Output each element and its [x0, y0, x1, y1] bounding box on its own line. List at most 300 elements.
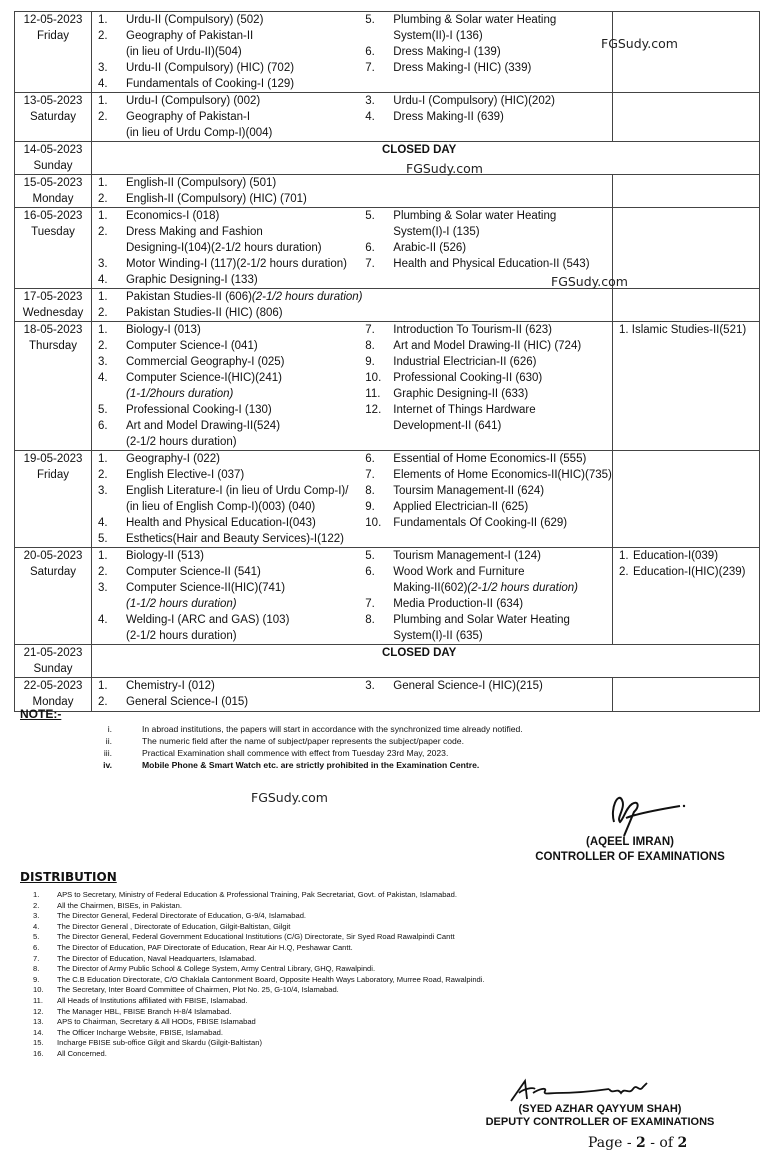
paper-name: Fundamentals Of Cooking-II (629) [393, 517, 568, 529]
papers-cell [92, 289, 613, 322]
date-cell [15, 289, 92, 322]
papers-left-column [92, 451, 365, 547]
closed-day-label: CLOSED DAY [382, 144, 457, 156]
schedule-row [15, 12, 760, 93]
additional-papers-cell [613, 548, 760, 645]
item-number: 11. [365, 388, 381, 400]
item-number: 2. [98, 340, 108, 352]
item-number: 12. [365, 404, 382, 416]
paper-item [98, 531, 365, 547]
papers-left-column [92, 175, 365, 207]
paper-name: (2-1/2 hours duration) [126, 436, 237, 448]
paper-item [98, 60, 365, 76]
item-number: 5. [365, 14, 375, 26]
item-number: 4. [365, 111, 375, 123]
paper-item [98, 548, 365, 564]
paper-item [98, 434, 365, 450]
paper-item [365, 208, 612, 224]
paper-name: Welding-I (ARC and GAS) (103) [126, 614, 290, 626]
item-number: 5. [365, 550, 375, 562]
distribution-recipient: The Director General, Federal Directorate of Education, G-9/4, Islamabad. [57, 911, 307, 921]
paper-item [98, 305, 365, 321]
paper-name: Dress Making-I (HIC) (339) [393, 62, 532, 74]
distribution-recipient: The Director of Education, Naval Headquarters, Islamabad. [57, 953, 257, 963]
date-cell [15, 12, 92, 93]
note-number: iii. [103, 748, 112, 758]
item-number: 4. [98, 614, 108, 626]
distribution-recipient: All Heads of Institutions affiliated with FBISE, Islamabad. [57, 995, 248, 1005]
paper-item [98, 289, 365, 305]
paper-name: (in lieu of English Comp-I)(003) (040) [126, 501, 316, 513]
paper-name: Health and Physical Education-II (543) [393, 258, 590, 270]
paper-name: Computer Science-I (041) [126, 340, 258, 352]
paper-name: Dress Making-I (139) [393, 46, 501, 58]
distribution-number: 1. [33, 890, 40, 899]
paper-name: Chemistry-I (012) [126, 680, 215, 692]
schedule-row [15, 208, 760, 289]
exam-day: Saturday [29, 111, 77, 123]
distribution-item [20, 1038, 760, 1049]
signatory-name: (SYED AZHAR QAYYUM SHAH) [518, 1103, 682, 1115]
paper-name: System(I)-II (635) [393, 630, 483, 642]
paper-item [98, 12, 365, 28]
exam-day: Thursday [29, 340, 77, 352]
item-number: 8. [365, 614, 375, 626]
distribution-number: 7. [33, 953, 40, 963]
item-number: 10. [365, 372, 382, 384]
paper-item [365, 402, 612, 418]
paper-name: Computer Science-II(HIC)(741) [126, 582, 286, 594]
item-number: 1. [619, 550, 629, 562]
paper-item [365, 418, 612, 434]
paper-name: Urdu-I (Compulsory) (002) [126, 95, 261, 107]
distribution-item [20, 1028, 760, 1039]
watermark: FGSudy.com [406, 161, 483, 176]
paper-name: Urdu-I (Compulsory) (HIC)(202) [393, 95, 555, 107]
distribution-recipient: The Director General, Federal Government Educational Institutions (C/G) Directorate, Sir Syed Road Rawalpindi Cantt [57, 932, 455, 942]
paper-item [98, 76, 365, 92]
paper-name: 1. Islamic Studies-II(521) [619, 324, 747, 336]
watermark: FGSudy.com [601, 36, 678, 51]
item-number: 1. [98, 177, 108, 189]
distribution-number: 9. [33, 974, 40, 984]
schedule-row [15, 451, 760, 548]
deputy-controller-signature [505, 1075, 655, 1105]
schedule-row [15, 322, 760, 451]
item-number: 3. [365, 95, 375, 107]
paper-item [365, 580, 612, 596]
note-item [88, 723, 760, 735]
distribution-number: 16. [33, 1048, 44, 1058]
paper-item [98, 499, 365, 515]
note-item [88, 747, 760, 759]
item-number: 1. [98, 453, 108, 465]
item-number [98, 386, 126, 402]
exam-schedule-table [14, 11, 760, 712]
exam-day: Saturday [29, 566, 77, 578]
paper-item [365, 256, 612, 272]
distribution-recipient: The Director of Army Public School & College System, Army Central Library, GHQ, Rawalpindi. [57, 964, 376, 974]
paper-item [365, 467, 612, 483]
exam-day: Tuesday [31, 226, 75, 238]
item-number: 9. [365, 356, 375, 368]
paper-name: Geography of Pakistan-II [126, 30, 254, 42]
distribution-item [20, 922, 760, 933]
paper-item [365, 548, 612, 564]
additional-papers-cell [613, 289, 760, 322]
papers-cell [92, 451, 613, 548]
paper-item [98, 418, 365, 434]
item-number: 2. [98, 696, 108, 708]
paper-name: Arabic-II (526) [393, 242, 467, 254]
paper-item [98, 93, 365, 109]
exam-date: 20-05-2023 [23, 550, 83, 562]
paper-name: Toursim Management-II (624) [393, 485, 545, 497]
distribution-recipient: APS to Chairman, Secretary & All HODs, FBISE Islamabad [57, 1017, 256, 1027]
paper-item [613, 322, 759, 338]
paper-item [98, 386, 365, 402]
distribution-recipient: The C.B Education Directorate, C/O Chaklala Cantonment Board, Opposite Health Ways Laboratory, Murree Road, Rawalpindi. [57, 974, 485, 984]
papers-right-column [365, 548, 612, 644]
closed-day-cell [92, 645, 760, 678]
duration-note: (2-1/2 hours duration) [251, 291, 363, 303]
note-text: The numeric field after the name of subject/paper represents the subject/paper code. [142, 736, 464, 746]
papers-left-column [92, 548, 365, 644]
paper-item [98, 322, 365, 338]
item-number: 9. [365, 501, 375, 513]
controller-signature [596, 778, 686, 838]
paper-name: Designing-I(104)(2-1/2 hours duration) [126, 242, 322, 254]
paper-item [98, 28, 365, 44]
schedule-row [15, 142, 760, 175]
item-number: 3. [365, 680, 375, 692]
watermark: FGSudy.com [551, 274, 628, 289]
paper-item [98, 451, 365, 467]
duration-note: (2-1/2 hours duration) [467, 582, 579, 594]
distribution-number: 8. [33, 964, 40, 974]
paper-name: (2-1/2 hours duration) [126, 630, 237, 642]
paper-name: Education-I(039) [633, 550, 719, 562]
paper-item [98, 354, 365, 370]
paper-item [365, 322, 612, 338]
signatory-name: (AQEEL IMRAN) [586, 836, 674, 848]
paper-item [98, 564, 365, 580]
paper-name: Esthetics(Hair and Beauty Services)-I(122) [126, 533, 344, 545]
paper-item [98, 483, 365, 499]
paper-name: English-II (Compulsory) (HIC) (701) [126, 193, 307, 205]
additional-papers-cell [613, 93, 760, 142]
paper-name: English Literature-I (in lieu of Urdu Comp-I)/ [126, 485, 349, 497]
papers-left-column [92, 678, 365, 710]
exam-date: 14-05-2023 [23, 144, 83, 156]
note-text: Practical Examination shall commence with effect from Tuesday 23rd May, 2023. [142, 748, 449, 758]
paper-item [365, 338, 612, 354]
paper-name: Internet of Things Hardware [393, 404, 536, 416]
watermark: FGSudy.com [251, 790, 328, 805]
paper-item [98, 240, 365, 256]
item-number: 2. [98, 469, 108, 481]
note-text: Mobile Phone & Smart Watch etc. are strictly prohibited in the Examination Centre. [142, 760, 480, 770]
item-number: 7. [365, 62, 375, 74]
distribution-recipient: APS to Secretary, Ministry of Federal Education & Professional Training, Pak Secretariat, Govt. of Pakistan, Islamabad. [57, 890, 457, 899]
exam-date: 13-05-2023 [23, 95, 83, 107]
paper-name: Graphic Designing-II (633) [393, 388, 529, 400]
paper-name: Professional Cooking-I (130) [126, 404, 272, 416]
exam-date: 16-05-2023 [23, 210, 83, 222]
papers-left-column [92, 208, 365, 288]
item-number [365, 580, 393, 596]
paper-item [365, 678, 612, 694]
item-number [98, 499, 126, 515]
paper-item [98, 370, 365, 386]
item-number: 3. [98, 258, 108, 270]
exam-date: 17-05-2023 [23, 291, 83, 303]
paper-item [98, 175, 365, 191]
distribution-item [20, 901, 760, 912]
exam-date: 21-05-2023 [23, 647, 83, 659]
item-number: 1. [98, 210, 108, 222]
distribution-number: 2. [33, 900, 40, 910]
additional-papers-cell [613, 175, 760, 208]
paper-name: Introduction To Tourism-II (623) [393, 324, 553, 336]
item-number [98, 240, 126, 256]
paper-name: Dress Making and Fashion [126, 226, 263, 238]
date-sheet [14, 11, 758, 712]
distribution-item [20, 964, 760, 975]
exam-date: 22-05-2023 [23, 680, 83, 692]
controller-signatory [500, 835, 760, 865]
distribution-item [20, 996, 760, 1007]
deputy-controller-signatory [470, 1103, 730, 1129]
paper-item [613, 548, 759, 564]
distribution-item [20, 943, 760, 954]
item-number: 2. [98, 193, 108, 205]
paper-name: (in lieu of Urdu-II)(504) [126, 46, 242, 58]
paper-item [98, 515, 365, 531]
item-number: 4. [98, 517, 108, 529]
exam-date: 18-05-2023 [23, 324, 83, 336]
paper-item [365, 612, 612, 628]
note-number: i. [107, 724, 112, 734]
paper-name: Geography of Pakistan-I [126, 111, 251, 123]
item-number: 3. [98, 356, 108, 368]
paper-item [365, 515, 612, 531]
distribution-recipient: Incharge FBISE sub-office Gilgit and Skardu (Gilgit-Baltistan) [57, 1038, 262, 1048]
paper-name: Urdu-II (Compulsory) (HIC) (702) [126, 62, 295, 74]
additional-papers-cell [613, 12, 760, 93]
paper-item [365, 451, 612, 467]
distribution-recipient: The Manager HBL, FBISE Branch H-8/4 Islamabad. [57, 1006, 232, 1016]
date-cell [15, 322, 92, 451]
exam-day: Monday [32, 696, 74, 708]
paper-item [365, 564, 612, 580]
item-number: 1. [98, 550, 108, 562]
item-number: 2. [619, 566, 629, 578]
distribution-item [20, 954, 760, 965]
paper-name: Pakistan Studies-II (HIC) (806) [126, 307, 283, 319]
paper-name: Graphic Designing-I (133) [126, 274, 258, 286]
item-number [365, 224, 393, 240]
note-item [88, 759, 760, 771]
paper-item [365, 12, 612, 28]
paper-item [365, 483, 612, 499]
item-number: 1. [98, 291, 108, 303]
date-cell [15, 208, 92, 289]
date-cell [15, 451, 92, 548]
exam-date: 19-05-2023 [23, 453, 83, 465]
item-number: 3. [98, 582, 108, 594]
paper-name: Making-II(602) [393, 582, 468, 594]
item-number: 2. [98, 566, 108, 578]
duration-note: (1-1/2 hours duration) [126, 598, 237, 610]
date-cell [15, 93, 92, 142]
paper-name: Art and Model Drawing-II(524) [126, 420, 281, 432]
distribution-recipient: The Secretary, Inter Board Committee of Chairmen, Plot No. 25, G-10/4, Islamabad. [57, 985, 339, 995]
item-number: 8. [365, 340, 375, 352]
paper-item [365, 240, 612, 256]
item-number: 1. [98, 680, 108, 692]
item-number: 6. [365, 453, 375, 465]
item-number: 6. [98, 420, 108, 432]
additional-papers-cell [613, 322, 760, 451]
distribution-section [20, 870, 760, 1060]
paper-item [98, 678, 365, 694]
distribution-item [20, 911, 760, 922]
item-number [98, 44, 126, 60]
paper-item [98, 125, 365, 141]
item-number: 1. [98, 324, 108, 336]
paper-name: General Science-I (015) [126, 696, 249, 708]
item-number [98, 434, 126, 450]
distribution-number: 11. [33, 995, 43, 1005]
paper-name: Commercial Geography-I (025) [126, 356, 285, 368]
note-item [88, 735, 760, 747]
papers-left-column [92, 322, 365, 450]
distribution-number: 12. [33, 1006, 44, 1016]
paper-name: Essential of Home Economics-II (555) [393, 453, 587, 465]
item-number: 7. [365, 258, 375, 270]
paper-item [365, 109, 612, 125]
note-number: ii. [105, 736, 112, 746]
distribution-recipient: The Director of Education, PAF Directorate of Education, Rear Air H.Q, Peshawar Cantt. [57, 942, 353, 952]
paper-name: Professional Cooking-II (630) [393, 372, 543, 384]
exam-day: Sunday [33, 663, 73, 675]
paper-item [98, 191, 365, 207]
paper-name: Geography-I (022) [126, 453, 220, 465]
paper-item [365, 60, 612, 76]
paper-item [365, 224, 612, 240]
paper-item [98, 224, 365, 240]
additional-papers-cell [613, 451, 760, 548]
schedule-row [15, 645, 760, 678]
notes-heading: NOTE:- [20, 707, 62, 721]
paper-item [98, 628, 365, 644]
paper-name: System(II)-I (136) [393, 30, 483, 42]
distribution-number: 14. [33, 1027, 44, 1037]
item-number: 2. [98, 307, 108, 319]
distribution-number: 15. [33, 1038, 44, 1048]
item-number [365, 628, 393, 644]
papers-left-column [92, 289, 365, 321]
item-number: 6. [365, 566, 375, 578]
paper-item [365, 596, 612, 612]
duration-note: (1-1/2hours duration) [126, 388, 234, 400]
paper-name: Plumbing & Solar water Heating [393, 14, 557, 26]
papers-cell [92, 12, 613, 93]
item-number: 1. [98, 14, 108, 26]
paper-name: Pakistan Studies-II (606) [126, 291, 252, 303]
paper-name: Economics-I (018) [126, 210, 220, 222]
distribution-number: 4. [33, 921, 40, 931]
papers-right-column [365, 678, 612, 710]
papers-cell [92, 93, 613, 142]
exam-day: Sunday [33, 160, 73, 172]
distribution-item [20, 1017, 760, 1028]
paper-name: English Elective-I (037) [126, 469, 245, 481]
paper-item [98, 612, 365, 628]
papers-right-column [365, 322, 612, 450]
exam-day: Friday [37, 30, 69, 42]
paper-name: (in lieu of Urdu Comp-I)(004) [126, 127, 273, 139]
distribution-number: 10. [33, 985, 44, 995]
distribution-item [20, 1049, 760, 1060]
paper-name: System(I)-I (135) [393, 226, 480, 238]
paper-name: Development-II (641) [393, 420, 502, 432]
papers-right-column [365, 175, 612, 207]
distribution-heading: DISTRIBUTION [20, 870, 117, 884]
item-number [98, 596, 126, 612]
item-number: 8. [365, 485, 375, 497]
item-number: 2. [98, 226, 108, 238]
notes-section [20, 707, 760, 771]
exam-day: Monday [32, 193, 74, 205]
paper-item [365, 28, 612, 44]
exam-day: Wednesday [22, 307, 84, 319]
papers-cell [92, 548, 613, 645]
paper-item [365, 44, 612, 60]
signatory-title: DEPUTY CONTROLLER OF EXAMINATIONS [485, 1116, 715, 1128]
paper-name: Industrial Electrician-II (626) [393, 356, 537, 368]
date-cell [15, 175, 92, 208]
exam-date: 12-05-2023 [23, 14, 83, 26]
item-number: 6. [365, 46, 375, 58]
paper-name: Biology-II (513) [126, 550, 204, 562]
paper-name: Health and Physical Education-I(043) [126, 517, 316, 529]
schedule-row [15, 93, 760, 142]
schedule-row [15, 548, 760, 645]
paper-item [98, 272, 365, 288]
page-number: Page - 2 - of 2 [588, 1135, 688, 1151]
paper-name: Wood Work and Furniture [393, 566, 525, 578]
paper-name: Biology-I (013) [126, 324, 201, 336]
paper-item [613, 564, 759, 580]
paper-name: English-II (Compulsory) (501) [126, 177, 277, 189]
papers-right-column [365, 289, 612, 321]
item-number [98, 125, 126, 141]
item-number: 10. [365, 517, 382, 529]
paper-item [365, 499, 612, 515]
date-cell [15, 548, 92, 645]
distribution-recipient: The Officer Incharge Website, FBISE, Islamabad. [57, 1027, 224, 1037]
paper-item [98, 109, 365, 125]
distribution-recipient: The Director General , Directorate of Education, Gilgit-Baltistan, Gilgit [57, 921, 291, 931]
paper-name: Computer Science-I(HIC)(241) [126, 372, 282, 384]
item-number: 4. [98, 372, 108, 384]
paper-item [98, 256, 365, 272]
exam-day: Friday [37, 469, 69, 481]
note-number: iv. [103, 760, 112, 770]
item-number: 4. [98, 78, 108, 90]
